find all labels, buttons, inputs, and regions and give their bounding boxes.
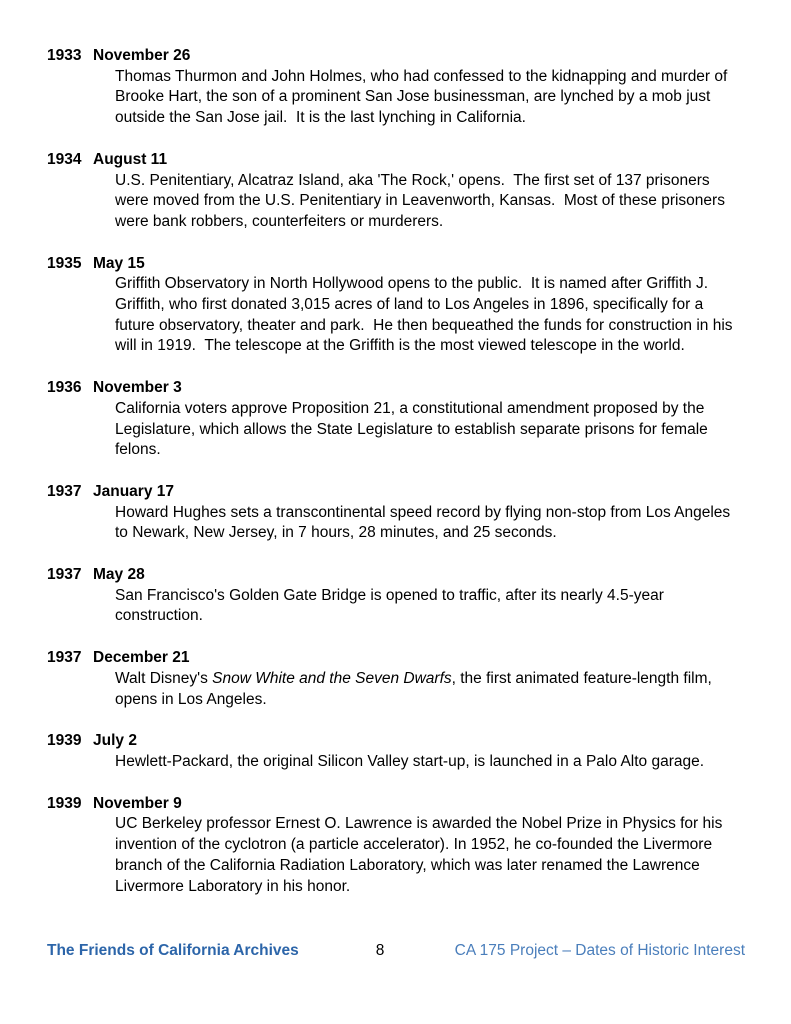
timeline-entry xyxy=(47,150,745,233)
entry-body xyxy=(115,399,745,461)
entry-body-segment: UC Berkeley professor Ernest O. Lawrence is awarded the Nobel Prize in Physics for his invention of the cyclotron (a particle accelerator). In 1952, he co-founded the Livermore branch of the California Radiation Laboratory, which was later renamed the Lawrence Livermore Laboratory in his honor. xyxy=(115,815,727,895)
entry-body xyxy=(115,752,745,773)
timeline-entries-list xyxy=(47,46,745,918)
entry-body-italic-segment: Snow White and the Seven Dwarfs xyxy=(212,669,452,687)
entry-heading xyxy=(47,648,745,669)
entry-date: July 2 xyxy=(93,732,137,750)
entry-body-segment: U.S. Penitentiary, Alcatraz Island, aka 'The Rock,' opens. The first set of 137 prisoners were moved from the U.S. Penitentiary in Leavenworth, Kansas. Most of these prisoners were bank robbers, counterfeiters or murderers. xyxy=(115,171,730,230)
entry-heading xyxy=(47,150,745,171)
entry-heading xyxy=(47,565,745,586)
entry-heading xyxy=(47,378,745,399)
timeline-entry xyxy=(47,565,745,627)
entry-body-segment: Walt Disney's xyxy=(115,669,213,687)
timeline-entry xyxy=(47,731,745,772)
entry-heading xyxy=(47,794,745,815)
entry-body-segment: , the first animated feature-length film, opens in Los Angeles. xyxy=(115,669,717,708)
timeline-entry xyxy=(47,648,745,710)
entry-date: May 28 xyxy=(93,566,145,584)
entry-body-segment: San Francisco's Golden Gate Bridge is opened to traffic, after its nearly 4.5-year construction. xyxy=(115,586,669,625)
entry-year: 1937 xyxy=(47,566,82,584)
timeline-entry xyxy=(47,378,745,461)
entry-date: December 21 xyxy=(93,649,190,667)
entry-year: 1934 xyxy=(47,150,82,168)
entry-body xyxy=(115,503,745,544)
entry-year: 1936 xyxy=(47,379,82,397)
entry-year: 1933 xyxy=(47,47,82,64)
entry-year: 1939 xyxy=(47,794,82,812)
footer-page-number: 8 xyxy=(375,942,385,959)
timeline-entry xyxy=(47,482,745,544)
entry-heading xyxy=(47,482,745,503)
entry-heading xyxy=(47,731,745,752)
entry-body-segment: California voters approve Proposition 21, a constitutional amendment proposed by the Legislature, which allows the State Legislature to establish separate prisons for female felons. xyxy=(115,399,713,459)
entry-heading xyxy=(47,46,745,67)
footer-project-title: CA 175 Project – Dates of Historic Interest xyxy=(454,942,745,959)
entry-date: November 3 xyxy=(93,379,182,397)
entry-year: 1937 xyxy=(47,482,82,500)
entry-date: November 26 xyxy=(93,47,191,64)
entry-body-segment: Howard Hughes sets a transcontinental speed record by flying non-stop from Los Angeles to Newark, New Jersey, in 7 hours, 28 minutes, and 25 seconds. xyxy=(115,503,735,542)
entry-year: 1939 xyxy=(47,732,82,750)
entry-body xyxy=(115,274,745,357)
timeline-entry xyxy=(47,794,745,898)
entry-date: August 11 xyxy=(93,150,168,168)
timeline-entry xyxy=(47,254,745,358)
entry-body-segment: Thomas Thurmon and John Holmes, who had confessed to the kidnapping and murder of Brooke Hart, the son of a prominent San Jose businessman, are lynched by a mob just outside the San Jose jail. It is the last lynching in California. xyxy=(115,67,732,127)
entry-date: January 17 xyxy=(93,482,174,500)
entry-body-segment: Hewlett-Packard, the original Silicon Valley start-up, is launched in a Palo Alto garage. xyxy=(115,752,705,770)
entry-body xyxy=(115,171,745,233)
entry-body xyxy=(115,814,745,897)
entry-body xyxy=(115,586,745,627)
entry-heading xyxy=(47,254,745,275)
entry-year: 1937 xyxy=(47,649,82,667)
entry-date: November 9 xyxy=(93,794,182,812)
entry-year: 1935 xyxy=(47,254,82,272)
entry-body-segment: Griffith Observatory in North Hollywood opens to the public. It is named after Griffith J. Griffith, who first donated 3,015 acres of land to Los Angeles in 1896, specifically for a future observatory, theater and park. He then bequeathed the funds for construction in his will in 1919. The telescope at the Griffith is the most viewed telescope in the world. xyxy=(115,275,737,355)
footer-organization: The Friends of California Archives xyxy=(47,942,299,959)
timeline-entry xyxy=(47,46,745,129)
entry-body xyxy=(115,669,745,710)
page-footer xyxy=(47,941,745,963)
entry-date: May 15 xyxy=(93,254,145,272)
entry-body xyxy=(115,67,745,129)
